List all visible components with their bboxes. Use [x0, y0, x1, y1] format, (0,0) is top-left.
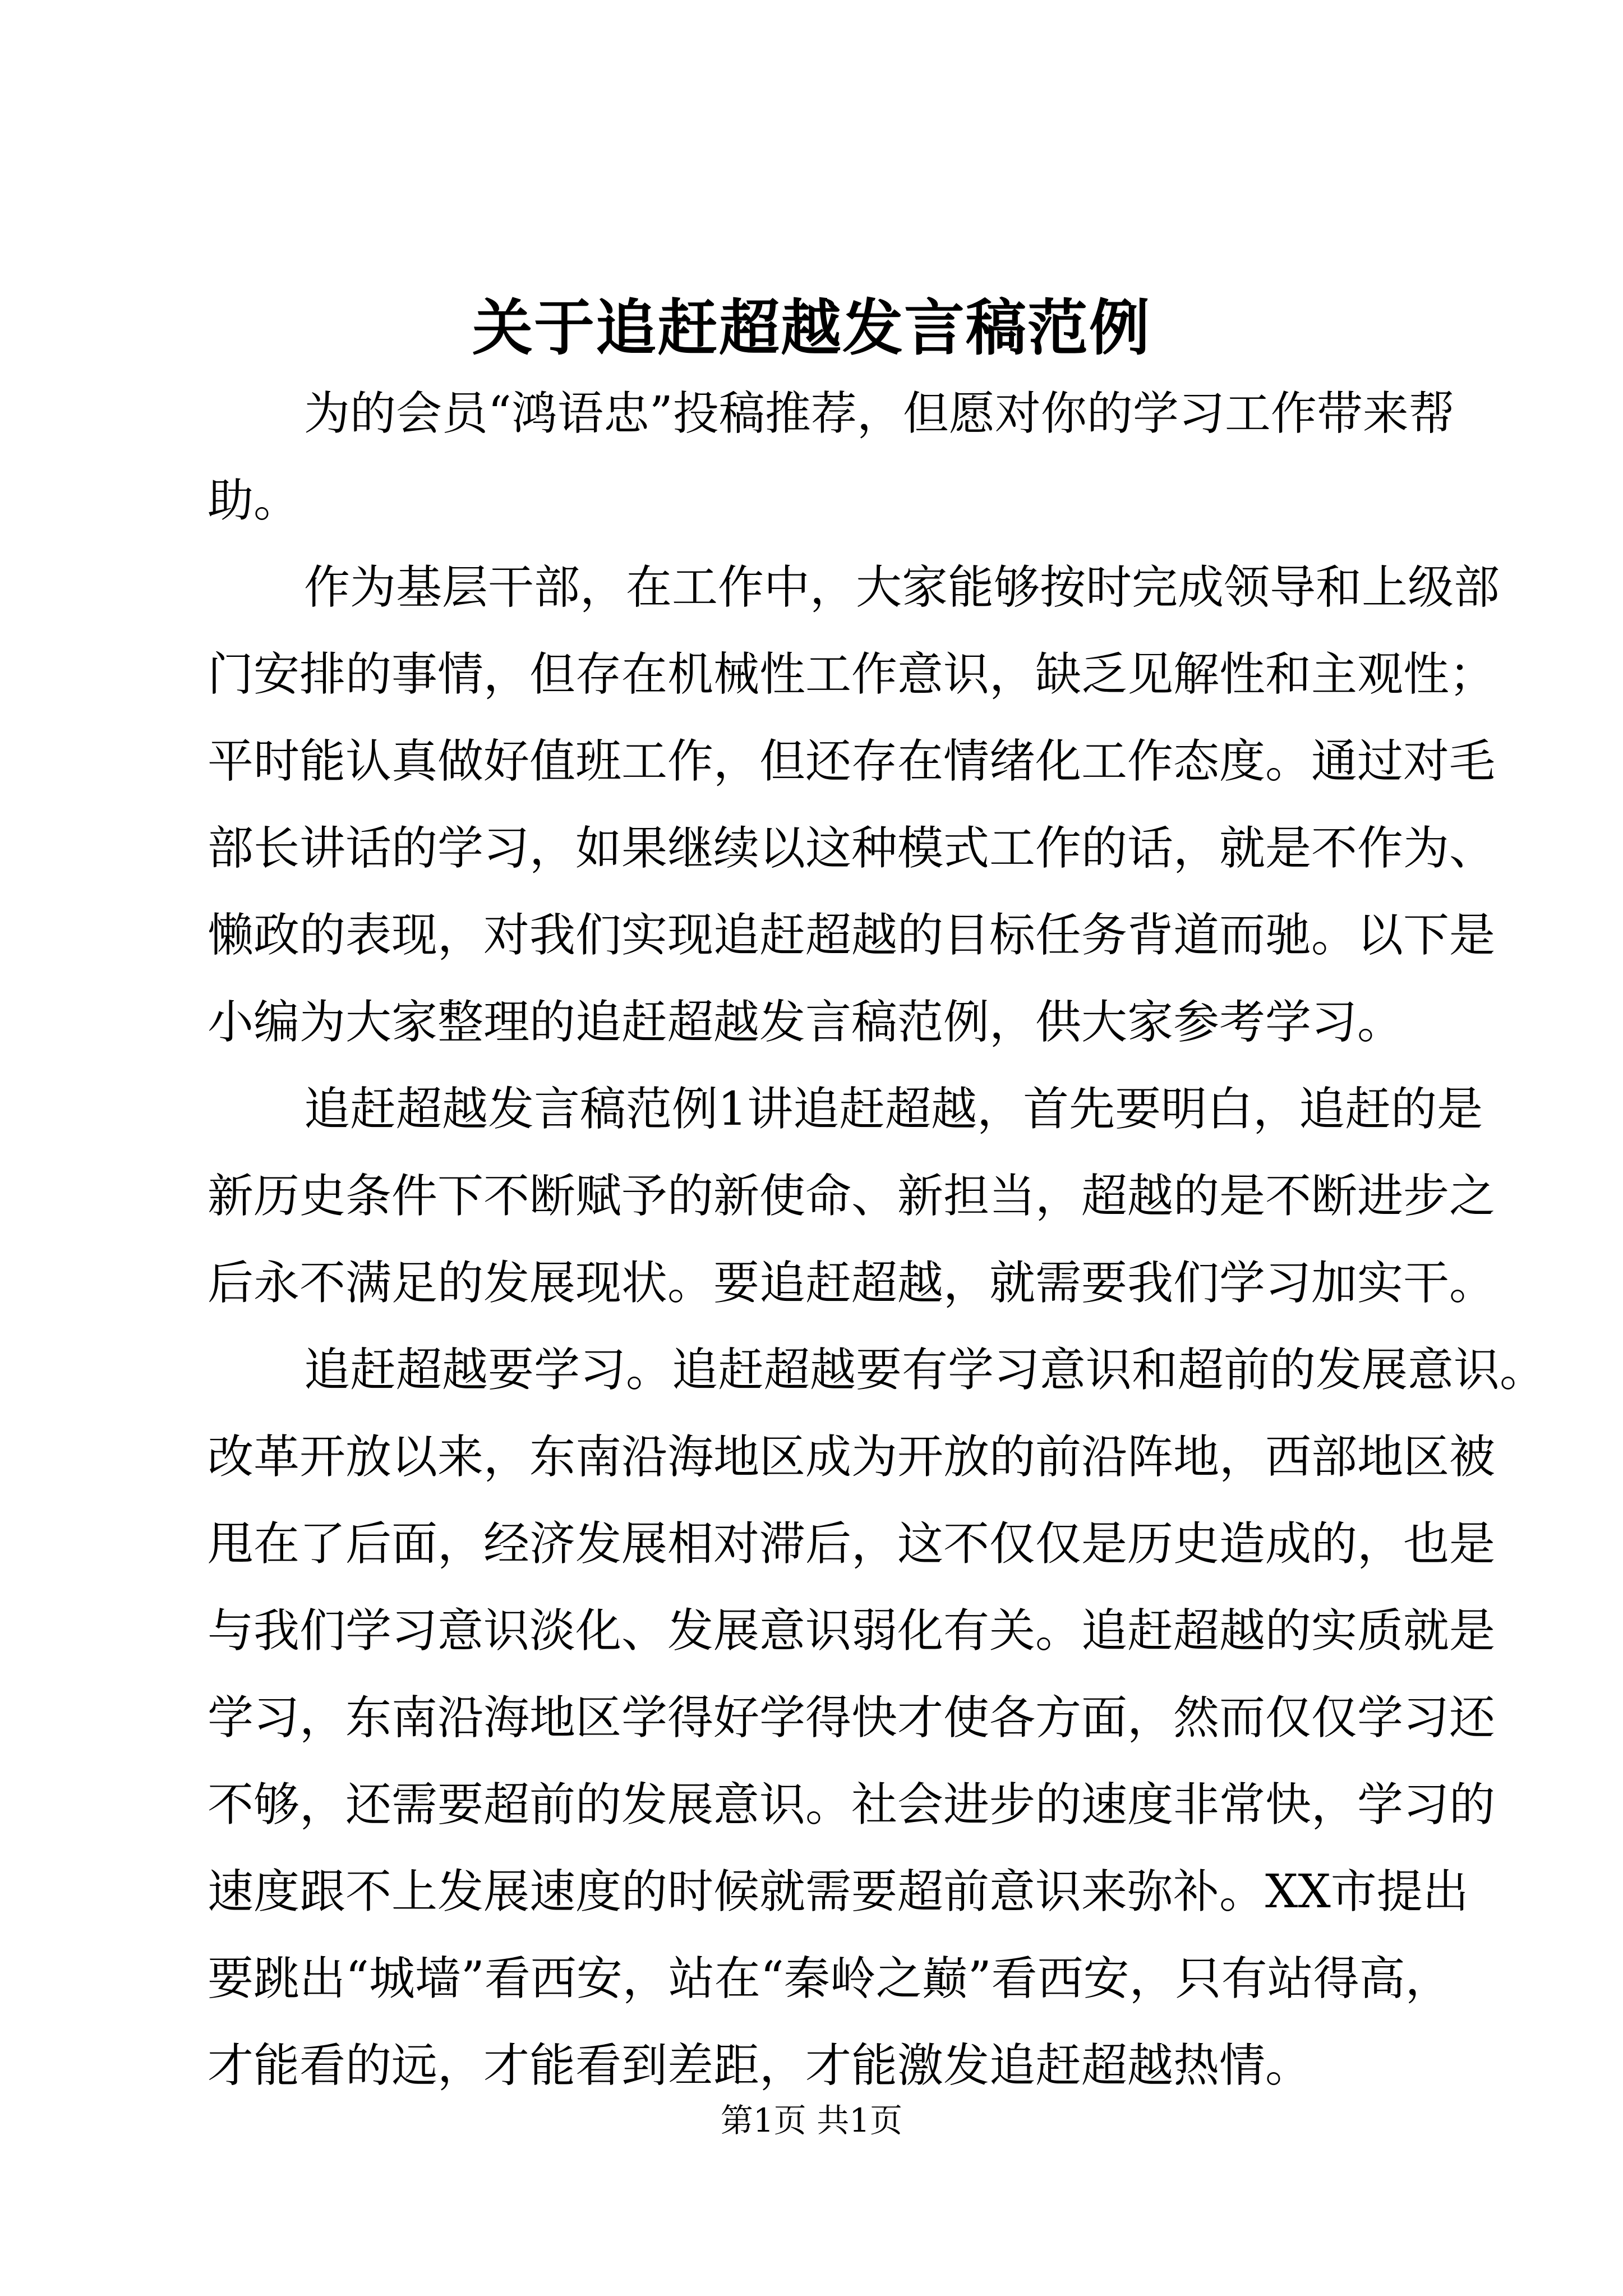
body-line: 要跳出“城墙”看西安，站在“秦岭之巅”看西安，只有站得高，: [208, 1952, 1451, 2005]
body-line: 小编为大家整理的追赶超越发言稿范例，供大家参考学习。: [208, 996, 1404, 1049]
document-body: [208, 370, 1546, 2109]
body-line: 才能看的远，才能看到差距，才能激发追赶超越热情。: [208, 2039, 1312, 2092]
body-line: 甩在了后面，经济发展相对滞后，这不仅仅是历史造成的，也是: [208, 1517, 1496, 1571]
body-line: 门安排的事情，但存在机械性工作意识，缺乏见解性和主观性；: [208, 648, 1496, 701]
body-line: 追赶超越要学习。追赶超越要有学习意识和超前的发展意识。: [304, 1343, 1546, 1397]
document-title: 关于追赶超越发言稿范例: [472, 293, 1151, 364]
body-line: 助。: [208, 474, 300, 527]
body-line: 部长讲话的学习，如果继续以这种模式工作的话，就是不作为、: [208, 822, 1496, 875]
body-line: 追赶超越发言稿范例1讲追赶超越，首先要明白，追赶的是: [304, 1083, 1483, 1136]
body-line: 改革开放以来，东南沿海地区成为开放的前沿阵地，西部地区被: [208, 1430, 1496, 1484]
body-line: 后永不满足的发展现状。要追赶超越，就需要我们学习加实干。: [208, 1257, 1496, 1310]
page-footer: 第1页 共1页: [720, 2101, 903, 2139]
body-line: 懒政的表现，对我们实现追赶超越的目标任务背道而驰。以下是: [208, 909, 1496, 962]
body-line: 不够，还需要超前的发展意识。社会进步的速度非常快，学习的: [208, 1778, 1496, 1832]
body-line: 速度跟不上发展速度的时候就需要超前意识来弥补。XX市提出: [208, 1865, 1469, 1918]
body-line: 为的会员“鸿语忠”投稿推荐，但愿对你的学习工作带来帮: [304, 387, 1455, 440]
body-line: 与我们学习意识淡化、发展意识弱化有关。追赶超越的实质就是: [208, 1604, 1496, 1658]
body-line: 作为基层干部，在工作中，大家能够按时完成领导和上级部: [304, 561, 1500, 614]
body-line: 学习，东南沿海地区学得好学得快才使各方面，然而仅仅学习还: [208, 1691, 1496, 1745]
body-line: 平时能认真做好值班工作，但还存在情绪化工作态度。通过对毛: [208, 735, 1496, 788]
body-line: 新历史条件下不断赋予的新使命、新担当，超越的是不断进步之: [208, 1170, 1496, 1223]
